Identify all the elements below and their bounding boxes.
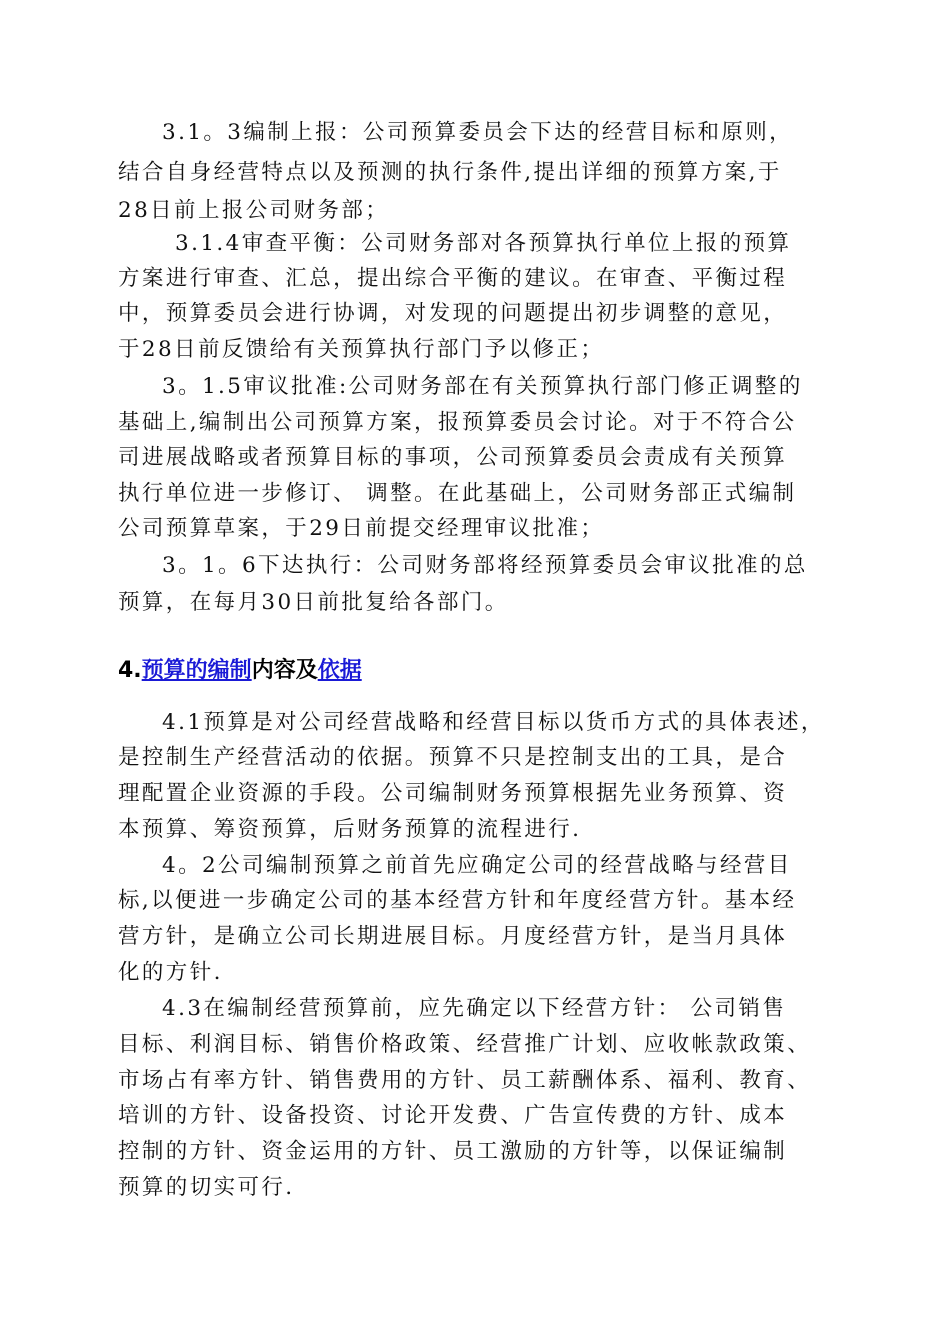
paragraph-4-1-line-2: 是控制生产经营活动的依据。预算不只是控制支出的工具，是合 [118, 745, 788, 770]
paragraph-4-3-line-3: 市场占有率方针、销售费用的方针、员工薪酬体系、福利、教育、 [118, 1068, 812, 1093]
heading-link-budget-compilation[interactable]: 预算的编制 [141, 658, 252, 683]
paragraph-4-3-line-2: 目标、利润目标、销售价格政策、经营推广计划、应收帐款政策、 [118, 1032, 812, 1057]
paragraph-3-1-5-line-2: 基础上,编制出公司预算方案，报预算委员会讨论。对于不符合公 [118, 410, 797, 435]
paragraph-4-3-line-1: 4.3在编制经营预算前，应先确定以下经营方针： 公司销售 [162, 996, 787, 1021]
paragraph-3-1-5-line-4: 执行单位进一步修订、 调整。在此基础上，公司财务部正式编制 [118, 481, 797, 506]
paragraph-4-2-line-2: 标,以便进一步确定公司的基本经营方针和年度经营方针。基本经 [118, 888, 797, 913]
paragraph-3-1-3-line-3: 28日前上报公司财务部； [118, 198, 390, 223]
heading-middle-text: 内容及 [251, 658, 318, 683]
paragraph-3-1-4-line-1: 3.1.4审查平衡：公司财务部对各预算执行单位上报的预算 [175, 231, 792, 256]
paragraph-4-2-line-4: 化的方针. [118, 960, 223, 985]
paragraph-4-3-line-6: 预算的切实可行. [118, 1175, 295, 1200]
paragraph-4-2-line-1: 4。2公司编制预算之前首先应确定公司的经营战略与经营目 [162, 853, 792, 878]
paragraph-3-1-6-line-1: 3。1。6下达执行：公司财务部将经预算委员会审议批准的总 [162, 553, 808, 578]
paragraph-4-1-line-4: 本预算、筹资预算，后财务预算的流程进行. [118, 817, 582, 842]
paragraph-4-1-line-1: 4.1预算是对公司经营战略和经营目标以货币方式的具体表述， [162, 710, 825, 735]
paragraph-3-1-5-line-1: 3。1.5审议批准:公司财务部在有关预算执行部门修正调整的 [162, 374, 803, 399]
paragraph-4-3-line-4: 培训的方针、设备投资、讨论开发费、广告宣传费的方针、成本 [118, 1103, 788, 1128]
paragraph-3-1-4-line-4: 于28日前反馈给有关预算执行部门予以修正； [118, 337, 605, 362]
paragraph-3-1-5-line-3: 司进展战略或者预算目标的事项，公司预算委员会责成有关预算 [118, 445, 788, 470]
paragraph-3-1-5-line-5: 公司预算草案，于29日前提交经理审议批准； [118, 516, 605, 541]
paragraph-3-1-4-line-3: 中，预算委员会进行协调，对发现的问题提出初步调整的意见， [118, 301, 788, 326]
paragraph-4-2-line-3: 营方针，是确立公司长期进展目标。月度经营方针，是当月具体 [118, 924, 788, 949]
section-heading [118, 655, 362, 687]
paragraph-3-1-3-line-2: 结合自身经营特点以及预测的执行条件,提出详细的预算方案,于 [118, 160, 782, 185]
paragraph-3-1-4-line-2: 方案进行审查、汇总，提出综合平衡的建议。在审查、平衡过程 [118, 266, 788, 291]
paragraph-4-3-line-5: 控制的方针、资金运用的方针、员工激励的方针等，以保证编制 [118, 1139, 788, 1164]
heading-number: 4. [118, 658, 142, 683]
paragraph-3-1-3-line-1: 3.1。3编制上报：公司预算委员会下达的经营目标和原则， [162, 120, 794, 145]
heading-link-basis[interactable]: 依据 [317, 658, 362, 683]
paragraph-3-1-6-line-2: 预算，在每月30日前批复给各部门。 [118, 590, 509, 615]
paragraph-4-1-line-3: 理配置企业资源的手段。公司编制财务预算根据先业务预算、资 [118, 781, 788, 806]
